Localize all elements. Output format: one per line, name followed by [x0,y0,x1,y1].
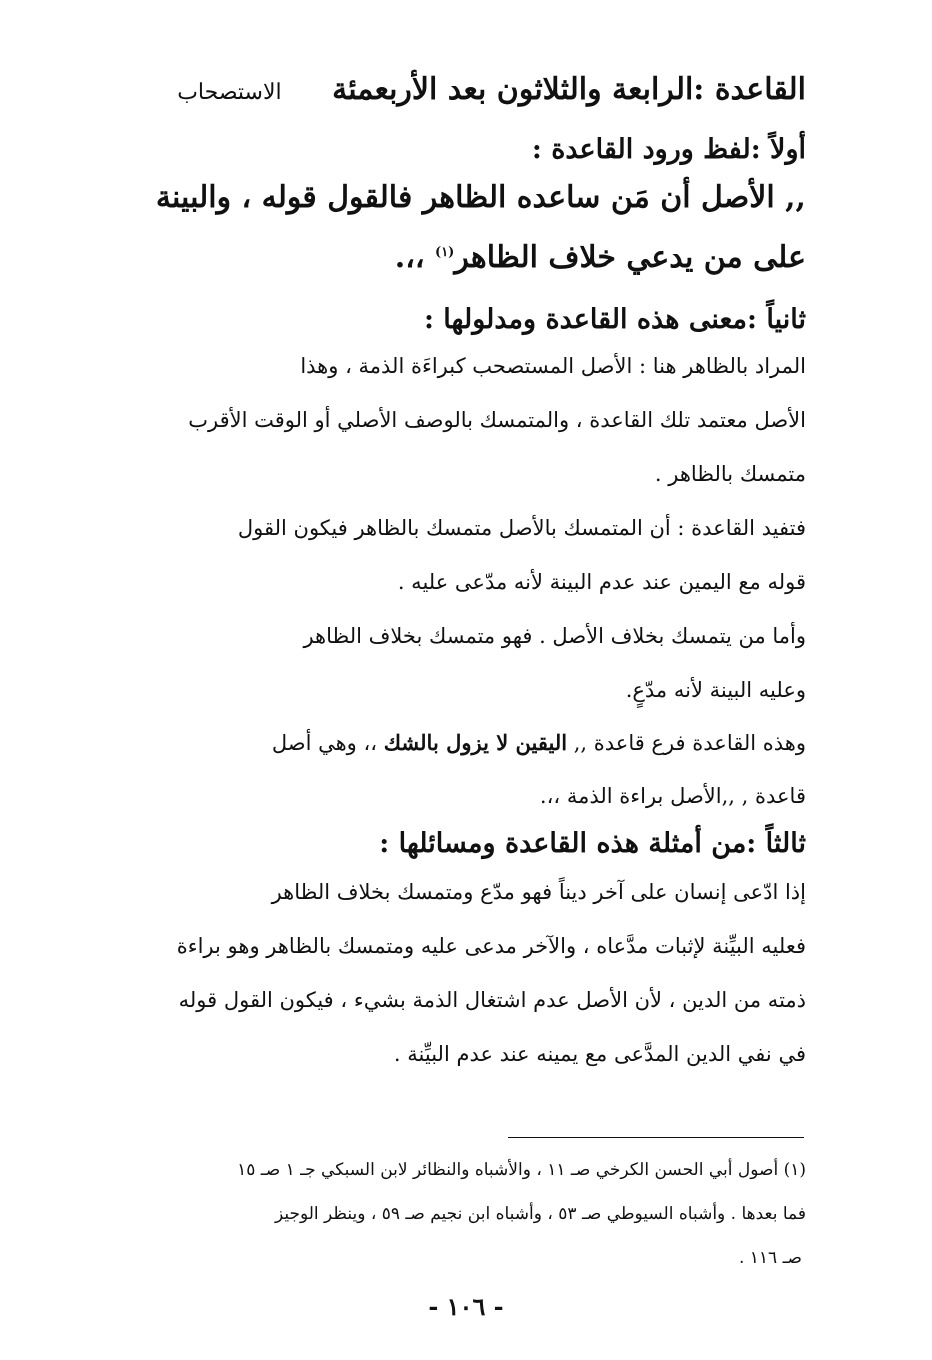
example-line: إذا ادّعى إنسان على آخر ديناً فهو مدّع ومتمسك بخلاف الظاهر [271,880,806,904]
explanation-line: وعليه البينة لأنه مدّعٍ. [625,678,806,702]
example-line: فعليه البيِّنة لإثبات مدَّعاه ، والآخر مدعى عليه ومتمسك بالظاهر وهو براءة [176,934,806,958]
footnote-reference: (١) [435,245,455,260]
explanation-line: قاعدة , ,,الأصل براءة الذمة ،،. [539,784,806,808]
section-2-title: ثانياً :معنى هذه القاعدة ومدلولها : [423,304,806,335]
explanation-line: قوله مع اليمين عند عدم البينة لأنه مدّعى عليه . [397,570,806,594]
rule-title: القاعدة :الرابعة والثلاثون بعد الأربعمئة [332,72,806,107]
explanation-line: المراد بالظاهر هنا : الأصل المستصحب كبراءَة الذمة ، وهذا [300,354,806,378]
section-1-title: أولاً :لفظ ورود القاعدة : [531,134,806,165]
example-line: ذمته من الدين ، لأن الأصل عدم اشتغال الذمة بشيء ، فيكون القول قوله [178,988,806,1012]
explanation-line [110,730,806,755]
rule-heading [110,72,806,118]
rule-text-line-2 [110,240,806,275]
cited-rule: اليقين لا يزول بالشك [383,730,568,755]
rule-text-line-2-main: على من يدعي خلاف الظاهر [454,240,806,275]
explanation-line: وأما من يتمسك بخلاف الأصل . فهو متمسك بخلاف الظاهر [303,624,806,648]
explanation-line: متمسك بالظاهر . [654,462,806,486]
footnote-divider [508,1137,804,1138]
footnote-line: (١) أصول أبي الحسن الكرخي صـ ١١ ، والأشباه والنظائر لابن السبكي جـ ١ صـ ١٥ [237,1160,806,1180]
rule-text-line-1: ,, الأصل أن مَن ساعده الظاهر فالقول قوله ، والبينة [155,180,806,215]
footnote-line: فما بعدها . وأشباه السيوطي صـ ٥٣ ، وأشباه ابن نجيم صـ ٥٩ ، وينظر الوجيز [274,1204,806,1224]
section-3-title: ثالثاً :من أمثلة هذه القاعدة ومسائلها : [379,828,806,859]
footnote-line: صـ ١١٦ . [738,1248,802,1268]
example-line: في نفي الدين المدَّعى مع يمينه عند عدم البيِّنة . [393,1042,806,1066]
explanation-line: الأصل معتمد تلك القاعدة ، والمتمسك بالوصف الأصلي أو الوقت الأقرب [188,408,806,432]
explanation-text: وهذه القاعدة فرع قاعدة ,, [567,731,806,755]
rule-subject: الاستصحاب [177,80,282,105]
explanation-text: ،، وهي أصل [271,731,384,755]
explanation-line: فتفيد القاعدة : أن المتمسك بالأصل متمسك بالظاهر فيكون القول [237,516,806,540]
page-number: - ١٠٦ - [428,1292,504,1321]
rule-text-line-2-end: ،،. [394,240,436,275]
